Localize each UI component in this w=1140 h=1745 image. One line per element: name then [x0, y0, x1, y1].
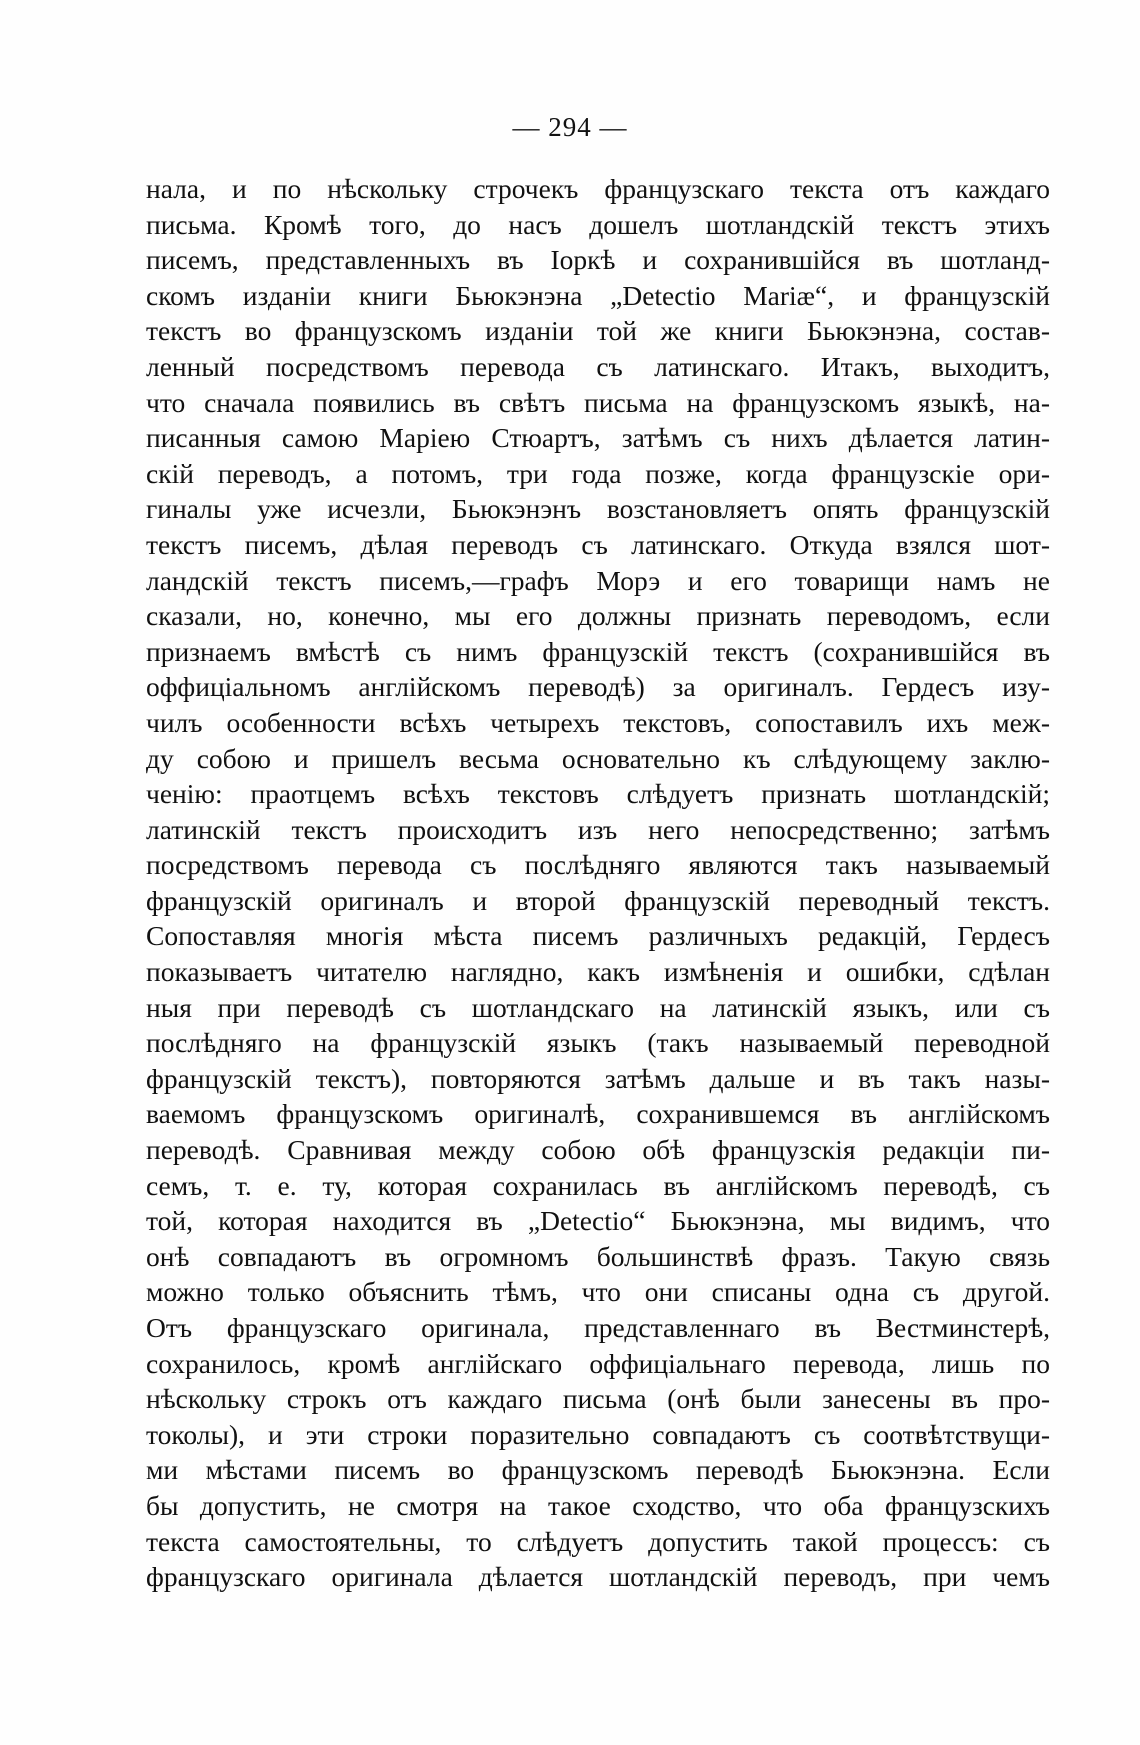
- text-line: переводѣ. Сравнивая между собою обѣ французскія редакціи пи-: [146, 1134, 1050, 1166]
- text-line: токолы), и эти строки поразительно совпадаютъ съ соотвѣтствущи-: [146, 1418, 1050, 1450]
- text-line: текстъ писемъ, дѣлая переводъ съ латинскаго. Откуда взялся шот-: [146, 528, 1050, 560]
- text-line: чилъ особенности всѣхъ четырехъ текстовъ, сопоставилъ ихъ меж-: [146, 706, 1050, 738]
- text-line: Отъ французскаго оригинала, представленнаго въ Вестминстерѣ,: [146, 1312, 1050, 1343]
- text-line: письма. Кромѣ того, до насъ дошелъ шотландскій текстъ этихъ: [146, 208, 1050, 240]
- text-line: латинскій текстъ происходитъ изъ него непосредственно; затѣмъ: [146, 813, 1050, 845]
- text-line: писанныя самою Маріею Стюартъ, затѣмъ съ нихъ дѣлается латин-: [146, 422, 1050, 454]
- text-line: ландскій текстъ писемъ,—графъ Морэ и его товарищи намъ не: [146, 564, 1050, 596]
- text-line: посредствомъ перевода съ послѣдняго являются такъ называемый: [146, 849, 1050, 881]
- text-line: нала, и по нѣскольку строчекъ французскаго текста отъ каждаго: [146, 173, 1050, 204]
- text-line: ваемомъ французскомъ оригиналѣ, сохранившемся въ англійскомъ: [146, 1098, 1050, 1130]
- text-line: онѣ совпадаютъ въ огромномъ большинствѣ фразъ. Такую связь: [146, 1240, 1050, 1272]
- text-line: что сначала появились въ свѣтъ письма на французскомъ языкѣ, на-: [146, 386, 1050, 418]
- text-line: текста самостоятельны, то слѣдуетъ допустить такой процессъ: съ: [146, 1525, 1050, 1557]
- page-number: — 294 —: [512, 112, 628, 142]
- text-line: скій переводъ, а потомъ, три года позже, когда французскіе ори-: [146, 457, 1050, 489]
- text-line: признаемъ вмѣстѣ съ нимъ французскій текстъ (сохранившійся въ: [146, 635, 1050, 667]
- text-line: ленный посредствомъ перевода съ латинскаго. Итакъ, выходитъ,: [146, 350, 1050, 382]
- text-line: писемъ, представленныхъ въ Іоркѣ и сохранившійся въ шотланд-: [146, 244, 1050, 276]
- text-line: ченію: праотцемъ всѣхъ текстовъ слѣдуетъ признать шотландскій;: [146, 778, 1050, 810]
- text-line: послѣдняго на французскій языкъ (такъ называемый переводной: [146, 1027, 1050, 1059]
- text-line: той, которая находится въ „Detectio“ Бьюкэнэна, мы видимъ, что: [146, 1205, 1050, 1237]
- text-line: французскій текстъ), повторяются затѣмъ дальше и въ такъ назы-: [146, 1062, 1050, 1094]
- text-line: нѣскольку строкъ отъ каждаго письма (онѣ были занесены въ про-: [146, 1383, 1050, 1415]
- text-line: ныя при переводѣ съ шотландскаго на латинскій языкъ, или съ: [146, 991, 1050, 1023]
- text-line: Сопоставляя многія мѣста писемъ различныхъ редакцій, Гердесъ: [146, 920, 1050, 952]
- text-line: оффиціальномъ англійскомъ переводѣ) за оригиналъ. Гердесъ изу-: [146, 671, 1050, 703]
- text-line: бы допустить, не смотря на такое сходство, что оба французскихъ: [146, 1489, 1050, 1521]
- text-line: текстъ во французскомъ изданіи той же книги Бьюкэнэна, состав-: [146, 315, 1050, 347]
- text-line: сохранилось, кромѣ англійскаго оффиціальнаго перевода, лишь по: [146, 1347, 1050, 1379]
- text-line: сказали, но, конечно, мы его должны признать переводомъ, если: [146, 600, 1050, 632]
- text-line: ми мѣстами писемъ во французскомъ переводѣ Бьюкэнэна. Если: [146, 1454, 1050, 1486]
- text-line: ду собою и пришелъ весьма основательно къ слѣдующему заклю-: [146, 742, 1050, 774]
- text-line: французскій оригиналъ и второй французскій переводный текстъ.: [146, 884, 1050, 916]
- text-line: гиналы уже исчезли, Бьюкэнэнъ возстановляетъ опять французскій: [146, 493, 1050, 525]
- text-line: показываетъ читателю наглядно, какъ измѣненія и ошибки, сдѣлан: [146, 956, 1050, 988]
- body-text: [146, 171, 1050, 1595]
- text-line: скомъ изданіи книги Бьюкэнэна „Detectio Mariæ“, и французскій: [146, 279, 1050, 311]
- text-line: можно только объяснить тѣмъ, что они списаны одна съ другой.: [146, 1276, 1050, 1308]
- text-line: семъ, т. е. ту, которая сохранилась въ англійскомъ переводѣ, съ: [146, 1169, 1050, 1201]
- text-line: французскаго оригинала дѣлается шотландскій переводъ, при чемъ: [146, 1561, 1050, 1593]
